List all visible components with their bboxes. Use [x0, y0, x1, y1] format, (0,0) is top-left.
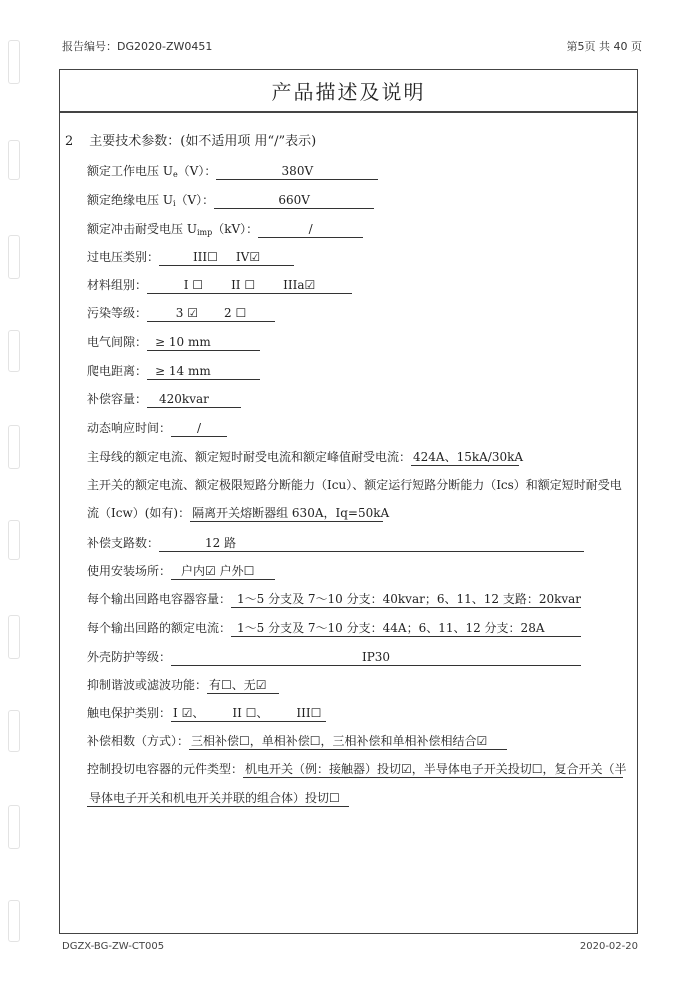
busbar-value: 424A、15kA/30kA	[413, 450, 524, 464]
uimp-unit: （kV）：	[212, 222, 259, 236]
param-overvoltage	[87, 249, 294, 266]
material-option-i: I ☐	[183, 278, 204, 292]
param-ui	[87, 192, 374, 212]
pollution-option-3: 3 ☑	[175, 306, 199, 320]
page-indicator: 第5页 共 40 页	[566, 40, 642, 53]
response-label: 动态响应时间：	[87, 421, 172, 435]
switch-label: 流（Icw）(如有)：	[87, 506, 191, 520]
param-harmonic	[87, 677, 279, 694]
ue-value: 380V	[216, 163, 378, 180]
param-ip-rating	[87, 649, 581, 666]
param-shock-protection	[87, 705, 326, 722]
param-switch-line2	[87, 505, 390, 522]
param-control-line2	[87, 790, 349, 807]
param-phase	[87, 733, 507, 750]
overvoltage-label: 过电压类别：	[87, 250, 160, 264]
cap-per-label: 每个输出回路电容器容量：	[87, 592, 232, 606]
binding-mark	[8, 615, 20, 659]
param-control-line1	[87, 761, 627, 778]
phase-label: 补偿相数（方式）：	[87, 734, 190, 748]
ui-unit: （V）：	[175, 193, 215, 207]
response-value: /	[171, 420, 227, 437]
uimp-value: /	[258, 221, 363, 238]
ue-label: 额定工作电压 U	[87, 164, 173, 178]
control-label: 控制投切电容器的元件类型：	[87, 762, 244, 776]
ui-label: 额定绝缘电压 U	[87, 193, 173, 207]
cur-per-value: 1～5 分支及 7～10 分支：44A；6、11、12 分支：28A	[231, 620, 581, 637]
phase-value: 三相补偿☐，单相补偿☐，三相补偿和单相补偿相结合☑	[189, 733, 507, 750]
overvoltage-option-iv: IV☑	[235, 250, 261, 264]
param-site	[87, 563, 275, 580]
creepage-value: ≥ 14 mm	[147, 363, 260, 380]
binding-mark	[8, 330, 20, 372]
creepage-label: 爬电距离：	[87, 364, 148, 378]
cur-per-label: 每个输出回路的额定电流：	[87, 621, 232, 635]
ip-value: IP30	[171, 649, 581, 666]
report-number: 报告编号：DG2020-ZW0451	[62, 40, 213, 53]
binding-mark	[8, 235, 20, 279]
pollution-option-2: 2 ☐	[224, 306, 247, 320]
control-value-1: 机电开关（例：接触器）投切☑，半导体电子开关投切☐，复合开关（半	[245, 762, 627, 776]
busbar-label: 主母线的额定电流、额定短时耐受电流和额定峰值耐受电流：	[87, 450, 412, 464]
page-title: 产品描述及说明	[271, 80, 426, 104]
binding-mark	[8, 710, 20, 752]
issue-date: 2020-02-20	[579, 941, 638, 952]
ui-subscript: i	[172, 199, 176, 208]
document-code: DGZX-BG-ZW-CT005	[62, 941, 165, 952]
binding-mark	[8, 140, 20, 180]
param-branches	[87, 535, 584, 552]
param-pollution	[87, 305, 275, 322]
param-uimp	[87, 221, 363, 241]
cap-per-value: 1～5 分支及 7～10 分支：40kvar；6、11、12 支路：20kvar	[231, 591, 581, 608]
binding-mark	[8, 40, 20, 84]
param-capacity	[87, 391, 241, 408]
clearance-label: 电气间隙：	[87, 335, 148, 349]
ue-subscript: e	[172, 170, 178, 179]
param-ue	[87, 163, 378, 183]
param-response	[87, 420, 227, 437]
material-label: 材料组别：	[87, 278, 148, 292]
branches-label: 补偿支路数：	[87, 536, 160, 550]
branches-value: 12 路	[159, 535, 584, 552]
param-material	[87, 277, 352, 294]
shock-option-ii: II ☐、	[232, 706, 269, 720]
document-frame	[59, 69, 638, 934]
material-option-ii: II ☐	[231, 278, 256, 292]
param-current-per-branch	[87, 620, 581, 637]
harmonic-label: 抑制谐波或滤波功能：	[87, 678, 208, 692]
binding-mark	[8, 425, 20, 469]
material-option-iiia: IIIa☑	[283, 278, 316, 292]
binding-mark	[8, 520, 20, 560]
capacity-label: 补偿容量：	[87, 392, 148, 406]
param-busbar	[87, 449, 524, 466]
ip-label: 外壳防护等级：	[87, 650, 172, 664]
section-title: 主要技术参数：(如不适用项 用“/”表示)	[89, 134, 317, 149]
pollution-options	[147, 305, 275, 322]
param-creepage	[87, 363, 260, 380]
param-switch-line1: 主开关的额定电流、额定极限短路分断能力（Icu）、额定运行短路分断能力（Ics）和额定短时耐受电	[87, 478, 622, 492]
section-number: 2	[65, 134, 74, 149]
uimp-label: 额定冲击耐受电压 U	[87, 222, 197, 236]
ue-unit: （V）：	[177, 164, 217, 178]
clearance-value: ≥ 10 mm	[147, 334, 260, 351]
param-clearance	[87, 334, 260, 351]
title-row	[60, 70, 637, 113]
shock-label: 触电保护类别：	[87, 706, 172, 720]
site-value: 户内☑ 户外☐	[171, 563, 275, 580]
control-value-2: 导体电子开关和机电开关并联的组合体）投切☐	[87, 790, 349, 807]
site-label: 使用安装场所：	[87, 564, 172, 578]
material-options	[147, 277, 352, 294]
shock-options	[171, 705, 326, 722]
shock-option-iii: III☐	[296, 706, 322, 720]
param-capacitor-per-branch	[87, 591, 581, 608]
harmonic-value: 有☐、无☑	[207, 677, 279, 694]
uimp-subscript: imp	[196, 228, 213, 237]
overvoltage-option-iii: III☐	[192, 250, 218, 264]
pollution-label: 污染等级：	[87, 306, 148, 320]
shock-option-i: I ☑、	[173, 706, 205, 720]
overvoltage-options	[159, 249, 294, 266]
ui-value: 660V	[214, 192, 374, 209]
switch-value: 隔离开关熔断器组 630A，Iq=50kA	[192, 506, 390, 520]
binding-mark	[8, 900, 20, 942]
section-heading	[65, 134, 316, 150]
capacity-value: 420kvar	[147, 391, 241, 408]
binding-mark	[8, 805, 20, 849]
